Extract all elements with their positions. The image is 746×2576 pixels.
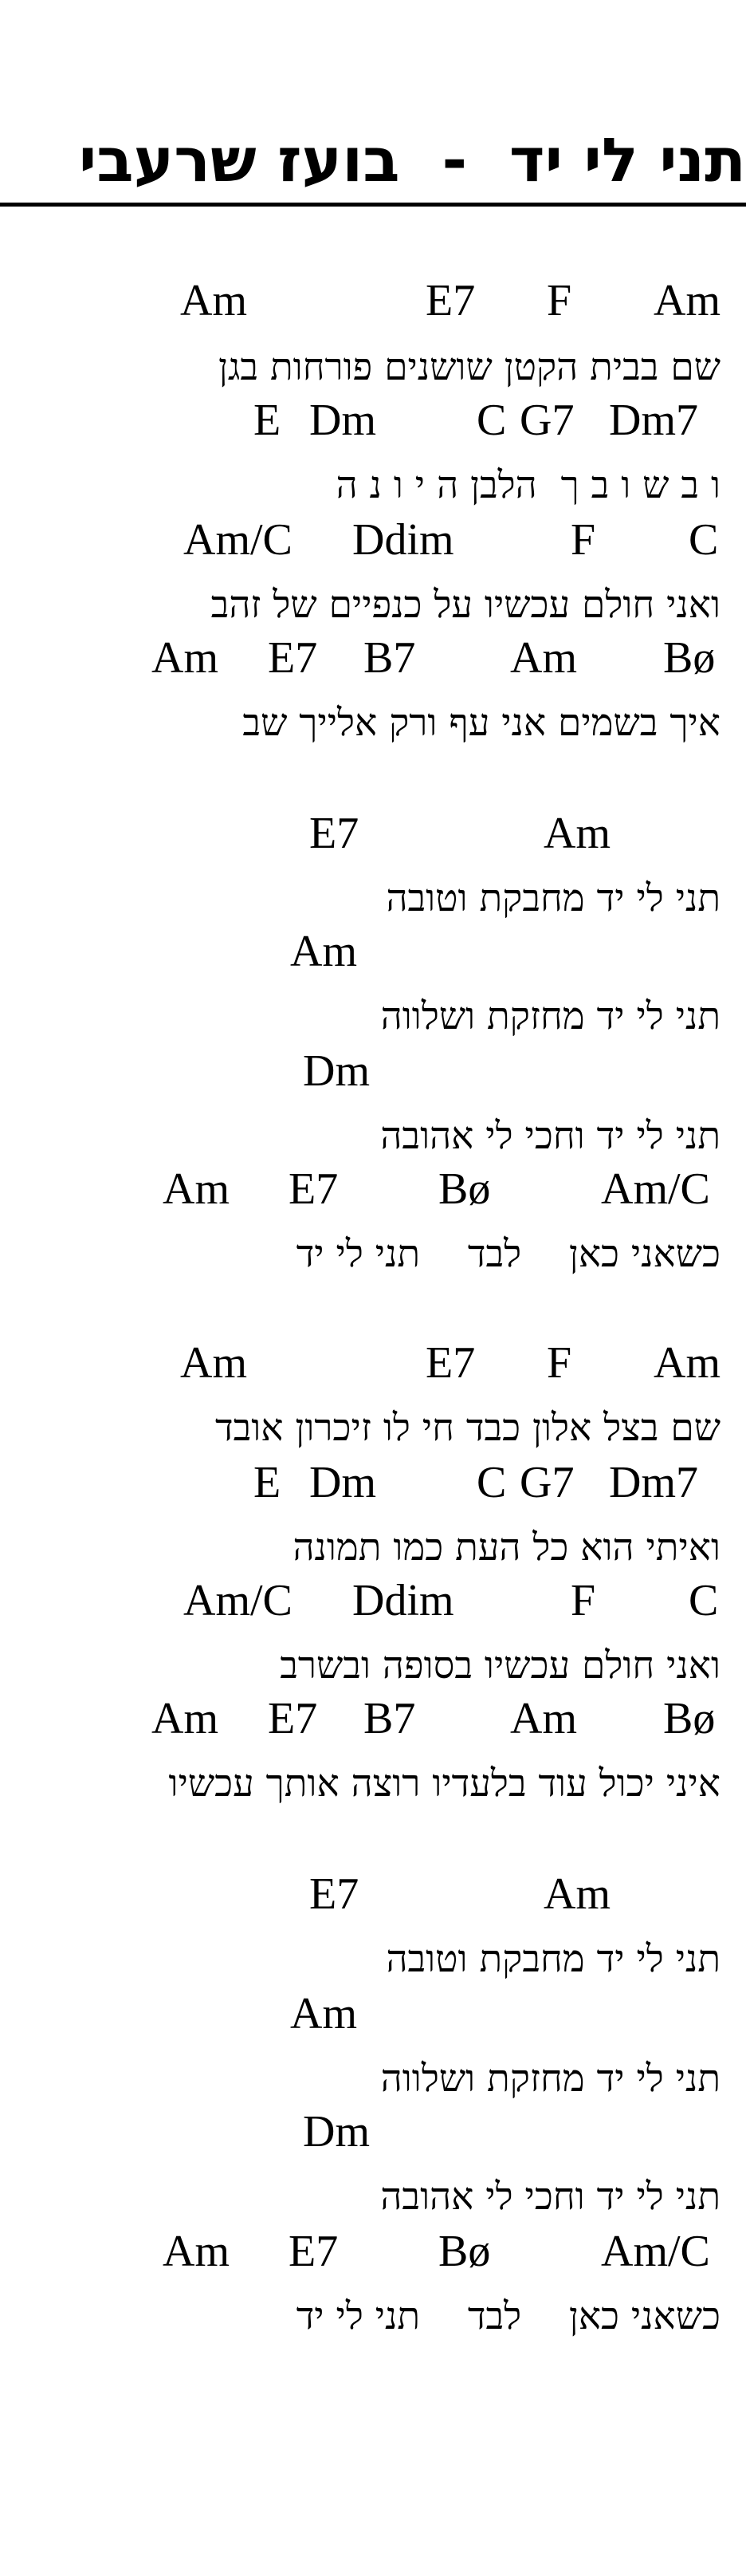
chord: Bø [438, 2227, 491, 2276]
chord: Am [654, 1338, 720, 1388]
chord: C [689, 1576, 719, 1625]
verse2-lyric-line-3: ואני חולם עכשיו בסופה ובשרב [280, 1644, 720, 1688]
chord: Bø [663, 1694, 716, 1743]
verse1-lyric-line-2: ו ב ש ו ב ך הלבן ה י ו נ ה [336, 463, 720, 507]
verse1-chord-line-3 [0, 510, 720, 569]
chord: Am [544, 809, 611, 858]
verse2-chord-line-3 [0, 1571, 720, 1630]
verse1-chord-line-4 [0, 628, 720, 687]
verse1-chord-line-1 [0, 271, 720, 330]
chorus2-chord-line-2 [0, 1984, 720, 2043]
chord: E7 [309, 809, 359, 858]
chord: C [689, 515, 719, 565]
verse1-lyric-line-4: איך בשמים אני עף ורק אלייך שב [242, 701, 720, 745]
chord: Am/C [601, 1164, 710, 1214]
chord: Am [290, 1989, 357, 2038]
chorus2-lyric-line-4: כשאני כאן לבד תני לי יד [296, 2294, 720, 2338]
chorus2-lyric-line-3: תני לי יד וחכי לי אהובה [380, 2175, 720, 2219]
verse2-chord-line-1 [0, 1333, 720, 1392]
chord: Am [290, 927, 357, 976]
chord: E7 [289, 2227, 339, 2276]
chorus2-chord-line-3 [0, 2102, 720, 2161]
chord: Am/C [183, 1576, 293, 1625]
chord: Am [151, 633, 218, 683]
chord: C [477, 1458, 507, 1507]
chord: E7 [426, 276, 476, 325]
verse2-chord-line-2 [0, 1453, 720, 1512]
chord: Dm [303, 2107, 370, 2157]
chord: Dm7 [609, 1458, 698, 1507]
chord: F [571, 515, 596, 565]
chord: Dm7 [609, 396, 698, 445]
chord: Dm [309, 396, 376, 445]
verse2-lyric-line-4: איני יכול עוד בלעדיו רוצה אותך עכשיו [168, 1762, 720, 1806]
chord: Am [163, 2227, 230, 2276]
chord: C [477, 396, 507, 445]
chord: G7 [520, 1458, 575, 1507]
chord: Dm [303, 1046, 370, 1096]
chord: Am [654, 276, 720, 325]
chorus1-chord-line-2 [0, 922, 720, 981]
chord: B7 [363, 1694, 416, 1743]
chord: Am [163, 1164, 230, 1214]
chorus1-lyric-line-3: תני לי יד וחכי לי אהובה [380, 1114, 720, 1158]
chord: Am [180, 1338, 247, 1388]
song-title: תני לי יד - בועז שרעבי [78, 124, 746, 195]
chord: Am/C [183, 515, 293, 565]
chord: F [547, 276, 572, 325]
chord: F [547, 1338, 572, 1388]
chorus1-chord-line-4 [0, 1160, 720, 1219]
chorus2-lyric-line-2: תני לי יד מחזקת ושלווה [380, 2057, 720, 2101]
title-underline [0, 203, 746, 207]
chorus1-chord-line-1 [0, 804, 720, 863]
chorus1-lyric-line-2: תני לי יד מחזקת ושלווה [380, 995, 720, 1038]
chord: Dm [309, 1458, 376, 1507]
verse1-lyric-line-3: ואני חולם עכשיו על כנפיים של זהב [210, 583, 720, 627]
chord: E [253, 1458, 281, 1507]
chord: E7 [309, 1869, 359, 1919]
chorus1-lyric-line-1: תני לי יד מחבקת וטובה [386, 876, 720, 920]
verse2-chord-line-4 [0, 1689, 720, 1748]
chord: E7 [268, 633, 318, 683]
chord: Bø [438, 1164, 491, 1214]
chorus1-chord-line-3 [0, 1042, 720, 1101]
chord: E7 [289, 1164, 339, 1214]
chord: G7 [520, 396, 575, 445]
chord: Ddim [352, 1576, 454, 1625]
chord: Am [510, 633, 577, 683]
chord: Ddim [352, 515, 454, 565]
verse1-lyric-line-1: שם בבית הקטן שושנים פורחות בגן [218, 345, 720, 389]
chorus2-lyric-line-1: תני לי יד מחבקת וטובה [386, 1937, 720, 1981]
verse1-chord-line-2 [0, 391, 720, 450]
chorus2-chord-line-4 [0, 2222, 720, 2281]
chord: Am [180, 276, 247, 325]
chorus1-lyric-line-4: כשאני כאן לבד תני לי יד [296, 1232, 720, 1276]
chord: Am [544, 1869, 611, 1919]
chord: Am [510, 1694, 577, 1743]
verse2-lyric-line-2: ואיתי הוא כל העת כמו תמונה [293, 1526, 720, 1570]
chord: E7 [268, 1694, 318, 1743]
chord: E [253, 396, 281, 445]
chord: F [571, 1576, 596, 1625]
chord: Am/C [601, 2227, 710, 2276]
chord: E7 [426, 1338, 476, 1388]
chord: Bø [663, 633, 716, 683]
verse2-lyric-line-1: שם בצל אלון כבד חי לו זיכרון אובד [215, 1406, 720, 1450]
chord: B7 [363, 633, 416, 683]
chorus2-chord-line-1 [0, 1865, 720, 1924]
chord: Am [151, 1694, 218, 1743]
